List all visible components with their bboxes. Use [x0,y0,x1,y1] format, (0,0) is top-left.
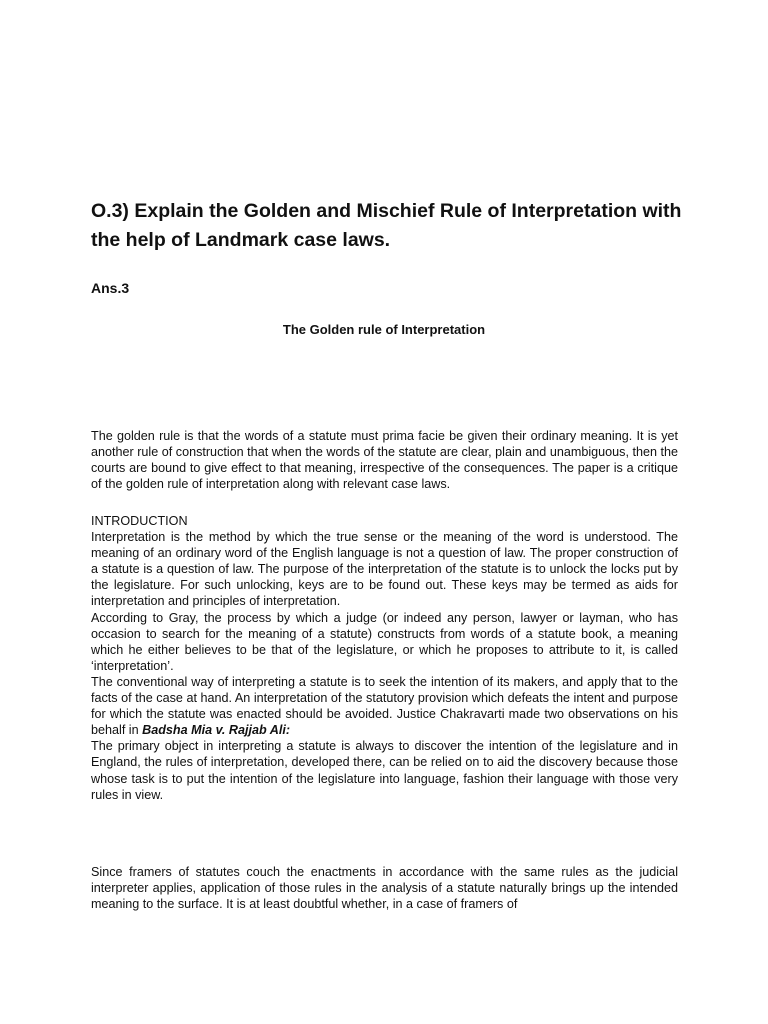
framers-paragraph: Since framers of statutes couch the enactments in accordance with the same rules as the judicial interpreter applies, application of those rules in the analysis of a statute naturally brings up the intended meaning to the surface. It is at least doubtful whether, in a case of framers of [91,865,678,912]
abstract-paragraph: The golden rule is that the words of a statute must prima facie be given their ordinary meaning. It is yet another rule of construction that when the words of the statute are clear, plain and unambiguous, then the courts are bound to give effect to that meaning, irrespective of the consequences. The paper is a critique of the golden rule of interpretation along with relevant case laws. [91,429,678,492]
conventional-paragraph [91,674,678,738]
case-name-suffix: : [285,723,291,738]
primary-object-paragraph: The primary object in interpreting a statute is always to discover the intention of the legislature and in England, the rules of interpretation, developed there, can be relied on to aid the discovery because those whose task is to put the intention of the legislature into language, fashion their language with those very rules in view. [91,739,678,802]
introduction-paragraph: Interpretation is the method by which the true sense or the meaning of the word is understood. The meaning of an ordinary word of the English language is not a question of law. The proper construction of a statute is a question of law. The purpose of the interpretation of the statute is to unlock the locks put by the legislature. For such unlocking, keys are to be found out. These keys may be termed as aids for interpretation and principles of interpretation. [91,530,678,609]
conventional-text: The conventional way of interpreting a statute is to seek the intention of its makers, and apply that to the facts of the case at hand. An interpretation of the statutory provision which defeats the intent and purpose for which the statute was enacted should be avoided. Justice Chakravarti made two observations on his behalf in [91,674,678,738]
gray-paragraph: According to Gray, the process by which a judge (or indeed any person, lawyer or layman, who has occasion to search for the meaning of a statute) constructs from words of a statute book, a meaning which he either believes to be that of the legislature, or which he proposes to attribute to it, is called ‘interpretation’. [91,610,678,673]
question-heading: O.3) Explain the Golden and Mischief Rule of Interpretation with the help of Landmark case laws. [91,200,682,251]
case-name: Badsha Mia v. Rajjab Ali [142,723,286,738]
introduction-section [91,513,678,803]
section-title: The Golden rule of Interpretation [282,322,486,337]
introduction-heading: INTRODUCTION [91,514,188,528]
answer-label: Ans.3 [91,280,130,296]
